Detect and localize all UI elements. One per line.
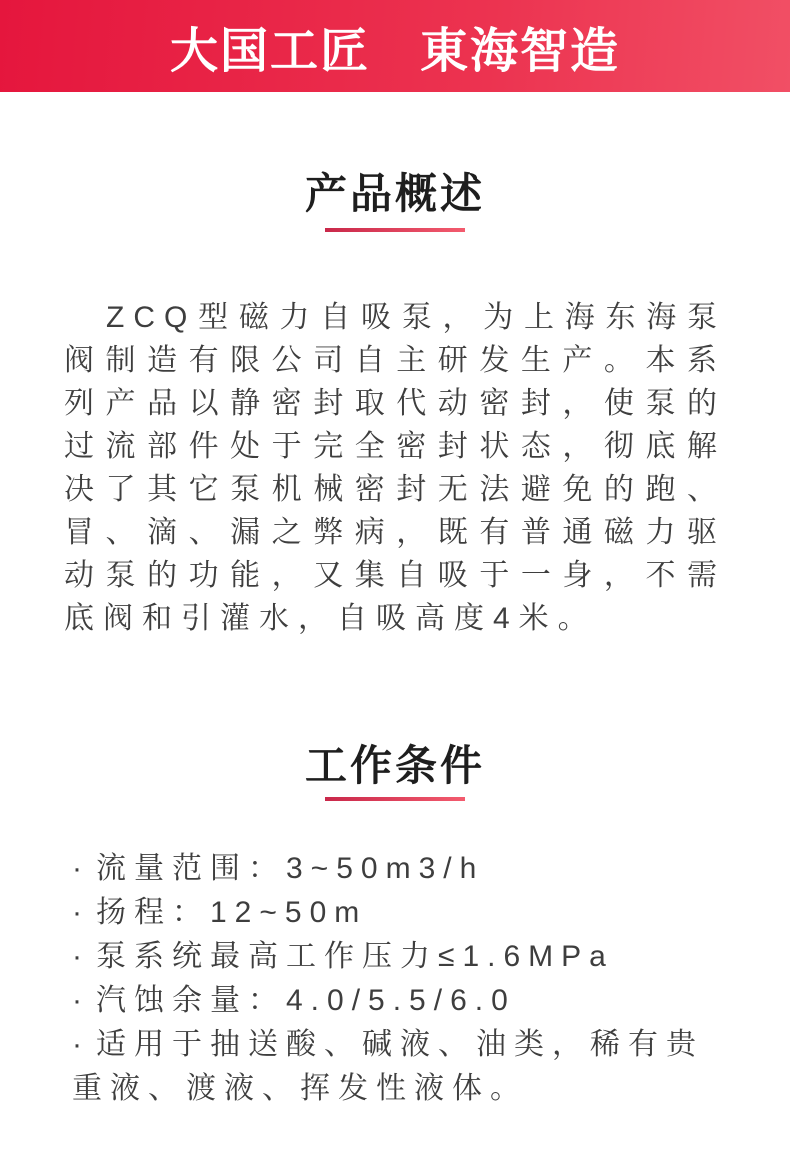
condition-item-label: 泵系统最高工作压力≤1.6MPa: [96, 940, 614, 973]
condition-item-flow-range: [72, 847, 728, 891]
bullet-dot-icon: ·: [72, 984, 90, 1017]
banner-title: 大国工匠 東海智造: [169, 24, 620, 78]
bullet-dot-icon: ·: [72, 896, 90, 929]
conditions-title-underline: [325, 797, 465, 801]
condition-item-max-pressure: [72, 935, 728, 979]
bullet-dot-icon: ·: [72, 1028, 90, 1061]
condition-item-applications: [72, 1023, 728, 1111]
conditions-section: [0, 740, 790, 1111]
bullet-dot-icon: ·: [72, 940, 90, 973]
condition-item-label: 适用于抽送酸、碱液、油类，稀有贵重液、渡液、挥发性液体。: [72, 1028, 704, 1105]
overview-title-underline: [325, 228, 465, 232]
overview-paragraph: ZCQ型磁力自吸泵，为上海东海泵阀制造有限公司自主研发生产。本系列产品以静密封取代动密封，使泵的过流部件处于完全密封状态，彻底解决了其它泵机械密封无法避免的跑、冒、滴、漏之弊病，既有普通磁力驱动泵的功能，又集自吸于一身，不需底阀和引灌水，自吸高度4米。: [64, 301, 726, 635]
bullet-dot-icon: ·: [72, 852, 90, 885]
brand-banner: [0, 0, 790, 92]
condition-item-label: 汽蚀余量：4.0/5.5/6.0: [96, 984, 516, 1017]
overview-section-title: 产品概述: [304, 170, 485, 217]
condition-item-label: 流量范围：3~50m3/h: [96, 852, 485, 885]
condition-item-head: [72, 891, 728, 935]
condition-item-npsh: [72, 979, 728, 1023]
overview-section: [0, 168, 790, 640]
condition-item-label: 扬程：12~50m: [96, 896, 368, 929]
conditions-list: [72, 847, 728, 1111]
conditions-section-title: 工作条件: [304, 742, 485, 789]
